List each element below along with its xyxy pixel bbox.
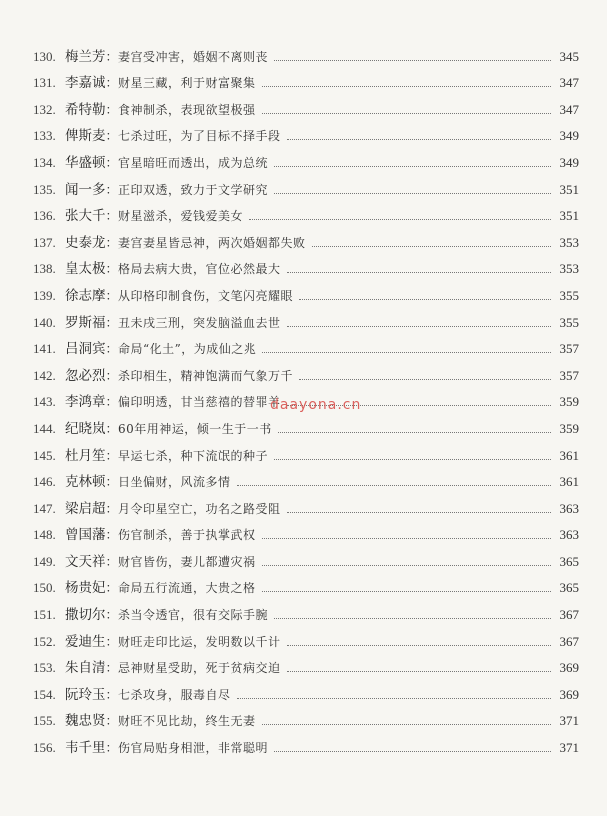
- toc-entry: [33, 118, 579, 145]
- entry-number: 145.: [33, 447, 56, 463]
- entry-number: 154.: [33, 686, 56, 702]
- toc-entry: [33, 144, 579, 171]
- entry-description: 伤官局贴身相泄，非常聪明: [118, 741, 269, 756]
- entry-name: 爱迪生: [65, 633, 106, 650]
- entry-separator: ：: [105, 607, 119, 623]
- toc-entry: [33, 729, 579, 756]
- entry-name: 纪晓岚: [65, 420, 106, 437]
- entry-separator: ：: [105, 341, 119, 357]
- toc-entry: [33, 198, 579, 225]
- entry-number: 138.: [33, 261, 56, 277]
- entry-number: 155.: [33, 713, 56, 729]
- dot-leader: [274, 617, 551, 619]
- entry-separator: ：: [105, 633, 119, 649]
- entry-page-number: 359: [559, 420, 579, 436]
- entry-number: 143.: [33, 394, 56, 410]
- entry-page-number: 359: [559, 394, 579, 410]
- entry-page-number: 351: [559, 181, 579, 197]
- toc-entry: [33, 65, 579, 92]
- entry-separator: ：: [105, 75, 119, 91]
- dot-leader: [274, 59, 551, 61]
- entry-name: 杨贵妃: [65, 580, 106, 597]
- entry-page-number: 351: [559, 208, 579, 224]
- entry-number: 147.: [33, 500, 56, 516]
- dot-leader: [278, 431, 551, 433]
- dot-leader: [249, 218, 551, 220]
- entry-description: 财官皆伤，妻儿都遭灾祸: [118, 554, 256, 569]
- dot-leader: [262, 723, 551, 725]
- entry-page-number: 371: [559, 740, 579, 756]
- entry-page-number: 369: [559, 686, 579, 702]
- entry-page-number: 355: [559, 314, 579, 330]
- toc-entry: [33, 676, 579, 703]
- toc-entry: [33, 570, 579, 597]
- entry-name: 张大千: [65, 208, 106, 225]
- entry-page-number: 361: [559, 447, 579, 463]
- entry-separator: ：: [105, 208, 119, 224]
- dot-leader: [287, 271, 551, 273]
- dot-leader: [287, 325, 551, 327]
- entry-description: 早运七杀，种下流氓的种子: [118, 448, 269, 463]
- dot-leader: [287, 644, 551, 646]
- entry-name: 曾国藩: [65, 527, 106, 544]
- entry-description: 偏印明透，甘当慈禧的替罪羊: [118, 395, 281, 410]
- entry-page-number: 353: [559, 234, 579, 250]
- dot-leader: [274, 192, 551, 194]
- entry-description: 日坐偏财，风流多情: [118, 475, 231, 490]
- entry-page-number: 357: [559, 341, 579, 357]
- entry-separator: ：: [105, 101, 119, 117]
- entry-name: 魏忠贤: [65, 713, 106, 730]
- entry-name: 希特勒: [65, 101, 106, 118]
- entry-number: 130.: [33, 48, 56, 64]
- entry-separator: ：: [105, 474, 119, 490]
- toc-entry: [33, 91, 579, 118]
- entry-number: 132.: [33, 101, 56, 117]
- entry-number: 152.: [33, 633, 56, 649]
- entry-separator: ：: [105, 500, 119, 516]
- entry-name: 梁启超: [65, 500, 106, 517]
- entry-description: 财旺走印比运，发明数以千计: [118, 634, 281, 649]
- entry-number: 133.: [33, 128, 56, 144]
- toc-entry: [33, 171, 579, 198]
- entry-number: 140.: [33, 314, 56, 330]
- entry-separator: ：: [105, 367, 119, 383]
- entry-separator: ：: [105, 447, 119, 463]
- entry-separator: ：: [105, 420, 119, 436]
- toc-entry: [33, 517, 579, 544]
- entry-page-number: 347: [559, 101, 579, 117]
- entry-description: 月令印星空亡，功名之路受阻: [118, 501, 281, 516]
- toc-entry: [33, 410, 579, 437]
- entry-number: 131.: [33, 75, 56, 91]
- entry-description: 从印格印制食伤，文笔闪亮耀眼: [118, 288, 294, 303]
- entry-page-number: 371: [559, 713, 579, 729]
- entry-separator: ：: [105, 660, 119, 676]
- entry-separator: ：: [105, 287, 119, 303]
- entry-description: 财旺不见比劫，终生无妻: [118, 714, 256, 729]
- entry-name: 文天祥: [65, 553, 106, 570]
- entry-description: 杀印相生，精神饱满而气象万千: [118, 368, 294, 383]
- toc-entry: [33, 437, 579, 464]
- entry-name: 撒切尔: [65, 607, 106, 624]
- toc-entry: [33, 596, 579, 623]
- toc-entry: [33, 490, 579, 517]
- entry-description: 格局去病大贵，官位必然最大: [118, 262, 281, 277]
- entry-page-number: 367: [559, 633, 579, 649]
- entry-separator: ：: [105, 314, 119, 330]
- entry-separator: ：: [105, 48, 119, 64]
- entry-separator: ：: [105, 181, 119, 197]
- toc-entry: [33, 224, 579, 251]
- entry-number: 142.: [33, 367, 56, 383]
- entry-description: 财星三藏，利于财富聚集: [118, 76, 256, 91]
- entry-number: 153.: [33, 660, 56, 676]
- dot-leader: [262, 112, 551, 114]
- toc-entry: [33, 543, 579, 570]
- entry-separator: ：: [105, 580, 119, 596]
- entry-page-number: 349: [559, 154, 579, 170]
- entry-name: 史泰龙: [65, 234, 106, 251]
- entry-page-number: 369: [559, 660, 579, 676]
- entry-description: 杀当令透官，很有交际手腕: [118, 608, 269, 623]
- entry-page-number: 355: [559, 287, 579, 303]
- entry-description: 妻宫受冲害，婚姻不离则丧: [118, 49, 269, 64]
- entry-description: 伤官制杀，善于执掌武权: [118, 528, 256, 543]
- entry-name: 忽必烈: [65, 367, 106, 384]
- entry-description: 七杀攻身，服毒自尽: [118, 687, 231, 702]
- toc-entry: [33, 623, 579, 650]
- entry-separator: ：: [105, 394, 119, 410]
- dot-leader: [274, 750, 551, 752]
- entry-page-number: 349: [559, 128, 579, 144]
- dot-leader: [287, 670, 551, 672]
- toc-entry: [33, 277, 579, 304]
- entry-description: 官星暗旺而透出，成为总统: [118, 155, 269, 170]
- entry-number: 135.: [33, 181, 56, 197]
- dot-leader: [274, 458, 551, 460]
- dot-leader: [237, 697, 551, 699]
- entry-description: 七杀过旺，为了目标不择手段: [118, 129, 281, 144]
- toc-entry: [33, 331, 579, 358]
- entry-name: 克林顿: [65, 474, 106, 491]
- entry-page-number: 363: [559, 527, 579, 543]
- dot-leader: [262, 351, 551, 353]
- toc-entry: [33, 304, 579, 331]
- entry-name: 梅兰芳: [65, 48, 106, 65]
- entry-number: 134.: [33, 154, 56, 170]
- entry-name: 阮玲玉: [65, 686, 106, 703]
- entry-name: 俾斯麦: [65, 128, 106, 145]
- entry-name: 吕洞宾: [65, 341, 106, 358]
- dot-leader: [299, 298, 551, 300]
- entry-name: 杜月笙: [65, 447, 106, 464]
- dot-leader: [237, 484, 551, 486]
- entry-number: 156.: [33, 740, 56, 756]
- entry-page-number: 357: [559, 367, 579, 383]
- entry-number: 136.: [33, 208, 56, 224]
- entry-description: 丑未戌三刑，突发脑溢血去世: [118, 315, 281, 330]
- entry-page-number: 347: [559, 75, 579, 91]
- entry-page-number: 365: [559, 580, 579, 596]
- toc-entry: [33, 357, 579, 384]
- entry-number: 150.: [33, 580, 56, 596]
- toc-entry: [33, 703, 579, 730]
- toc-entry: [33, 251, 579, 278]
- entry-description: 食神制杀，表现欲望极强: [118, 102, 256, 117]
- entry-description: 财星滋杀，爱钱爱美女: [118, 209, 244, 224]
- entry-name: 皇太极: [65, 261, 106, 278]
- entry-separator: ：: [105, 261, 119, 277]
- entry-name: 朱自清: [65, 660, 106, 677]
- entry-separator: ：: [105, 128, 119, 144]
- entry-page-number: 365: [559, 553, 579, 569]
- entry-page-number: 367: [559, 607, 579, 623]
- entry-separator: ：: [105, 740, 119, 756]
- entry-number: 148.: [33, 527, 56, 543]
- entry-name: 李鸿章: [65, 394, 106, 411]
- entry-separator: ：: [105, 154, 119, 170]
- entry-number: 151.: [33, 607, 56, 623]
- entry-description: 命局五行流通，大贵之格: [118, 581, 256, 596]
- entry-number: 141.: [33, 341, 56, 357]
- entry-page-number: 345: [559, 48, 579, 64]
- entry-name: 华盛顿: [65, 154, 106, 171]
- entry-page-number: 361: [559, 474, 579, 490]
- watermark: daayona.cn: [270, 397, 362, 413]
- toc-entry: [33, 650, 579, 677]
- entry-name: 韦千里: [65, 740, 106, 757]
- dot-leader: [287, 511, 551, 513]
- entry-description: 命局“化土”，为成仙之兆: [118, 342, 257, 357]
- entry-number: 144.: [33, 420, 56, 436]
- entry-description: 60年用神运，倾一生于一书: [118, 421, 272, 436]
- entry-number: 149.: [33, 553, 56, 569]
- dot-leader: [262, 590, 551, 592]
- entry-number: 146.: [33, 474, 56, 490]
- entry-description: 妻宫妻星皆忌神，两次婚姻都失败: [118, 235, 306, 250]
- entry-number: 139.: [33, 287, 56, 303]
- entry-page-number: 363: [559, 500, 579, 516]
- entry-number: 137.: [33, 234, 56, 250]
- dot-leader: [262, 537, 551, 539]
- dot-leader: [262, 564, 551, 566]
- entry-separator: ：: [105, 553, 119, 569]
- entry-separator: ：: [105, 686, 119, 702]
- entry-description: 忌神财星受助，死于贫病交迫: [118, 661, 281, 676]
- toc-entry: [33, 464, 579, 491]
- entry-separator: ：: [105, 713, 119, 729]
- entry-name: 罗斯福: [65, 314, 106, 331]
- entry-name: 李嘉诚: [65, 75, 106, 92]
- dot-leader: [262, 85, 551, 87]
- dot-leader: [274, 165, 551, 167]
- dot-leader: [312, 245, 551, 247]
- dot-leader: [299, 378, 551, 380]
- toc-entry: [33, 38, 579, 65]
- dot-leader: [287, 138, 551, 140]
- entry-separator: ：: [105, 527, 119, 543]
- entry-name: 闻一多: [65, 181, 106, 198]
- entry-description: 正印双透，致力于文学研究: [118, 182, 269, 197]
- entry-name: 徐志摩: [65, 287, 106, 304]
- entry-separator: ：: [105, 234, 119, 250]
- entry-page-number: 353: [559, 261, 579, 277]
